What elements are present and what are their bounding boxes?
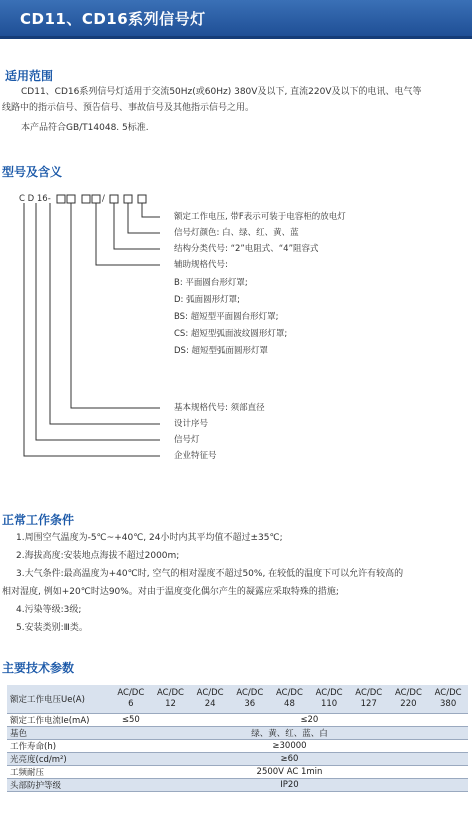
voltage-cell: AC/DC 36 (230, 685, 270, 713)
section-params-heading: 主要技术参数 (2, 661, 75, 675)
voltage-cell: AC/DC 220 (389, 685, 429, 713)
base-color-value: 绿、黄、红、蓝、白 (111, 726, 468, 739)
withstand-value: 2500V AC 1min (111, 765, 468, 778)
condition-2: 2.海拔高度:安装地点海拔不超过2000m; (16, 551, 180, 561)
condition-1: 1.周围空气温度为-5℃~+40℃, 24小时内其平均值不超过±35℃; (16, 533, 283, 543)
brightness-label: 光亮度(cd/m²) (7, 752, 111, 765)
label-rated-voltage: 额定工作电压, 带F表示可装于电容柜的放电灯 (174, 212, 346, 222)
voltage-cell: AC/DC 6 (111, 685, 151, 713)
label-aux-d: D: 弧面圆形灯罩; (174, 295, 240, 305)
voltage-cell: AC/DC 127 (349, 685, 389, 713)
label-aux-ds: DS: 超短型弧面圆形灯罩 (174, 346, 269, 356)
rated-current-label: 额定工作电流Ie(mA) (7, 713, 111, 726)
voltage-cell: AC/DC 24 (190, 685, 230, 713)
label-basic: 基本规格代号: 须部直径 (174, 403, 265, 413)
current-high: ≤20 (151, 713, 468, 726)
condition-3-cont: 相对湿度, 例如+20℃时达90%。对由于温度变化偶尔产生的凝露应采取特殊的措施; (2, 587, 339, 597)
label-aux-cs: CS: 超短型弧面波纹圆形灯罩; (174, 329, 288, 339)
title-bar (0, 0, 472, 39)
table-row (7, 765, 468, 778)
current-low: ≤50 (111, 713, 151, 726)
label-design: 设计序号 (174, 419, 209, 429)
scope-line-3: 本产品符合GB/T14048. 5标准. (21, 123, 149, 133)
life-value: ≥30000 (111, 739, 468, 752)
brightness-value: ≥60 (111, 752, 468, 765)
label-structure: 结构分类代号: “2”电阻式、“4”阻容式 (174, 244, 319, 254)
label-aux-b: B: 平面圆台形灯罩; (174, 278, 248, 288)
model-slash: / (102, 194, 105, 204)
section-scope-heading: 适用范围 (5, 69, 54, 83)
table-row (7, 739, 468, 752)
scope-line-2: 线路中的指示信号、预告信号、事故信号及其他指示信号之用。 (2, 103, 255, 113)
table-row (7, 685, 468, 713)
condition-5: 5.安装类别:Ⅲ类。 (16, 623, 88, 633)
section-conditions-heading: 正常工作条件 (2, 513, 75, 527)
protection-label: 头部防护等级 (7, 778, 111, 791)
table-row (7, 752, 468, 765)
voltage-cell: AC/DC 380 (428, 685, 468, 713)
model-diagram (0, 190, 472, 465)
label-company: 企业特征号 (174, 451, 217, 461)
table-row (7, 778, 468, 791)
table-row (7, 726, 468, 739)
label-aux-bs: BS: 超短型平面圆台形灯罩; (174, 312, 279, 322)
rated-voltage-label: 额定工作电压Ue(A) (7, 685, 111, 713)
page-title: CD11、CD16系列信号灯 (20, 10, 206, 28)
scope-line-1: CD11、CD16系列信号灯适用于交流50Hz(或60Hz) 380V及以下, 直流220V及以下的电讯、电气等 (21, 87, 422, 97)
label-color: 信号灯颜色: 白、绿、红、黄、蓝 (174, 228, 299, 238)
protection-value: IP20 (111, 778, 468, 791)
table-row (7, 713, 468, 726)
life-label: 工作寿命(h) (7, 739, 111, 752)
withstand-label: 工频耐压 (7, 765, 111, 778)
voltage-cell: AC/DC 12 (151, 685, 191, 713)
base-color-label: 基色 (7, 726, 111, 739)
model-code: C D 16- (19, 194, 51, 204)
voltage-cell: AC/DC 48 (270, 685, 310, 713)
label-aux: 辅助规格代号: (174, 260, 228, 270)
voltage-cell: AC/DC 110 (309, 685, 349, 713)
section-model-heading: 型号及含义 (2, 165, 63, 179)
condition-3: 3.大气条件:最高温度为+40℃时, 空气的相对湿度不超过50%, 在较低的温度下可以允许有较高的 (16, 569, 404, 579)
condition-4: 4.污染等级:3级; (16, 605, 82, 615)
label-signal: 信号灯 (174, 435, 200, 445)
spec-table (7, 685, 468, 792)
